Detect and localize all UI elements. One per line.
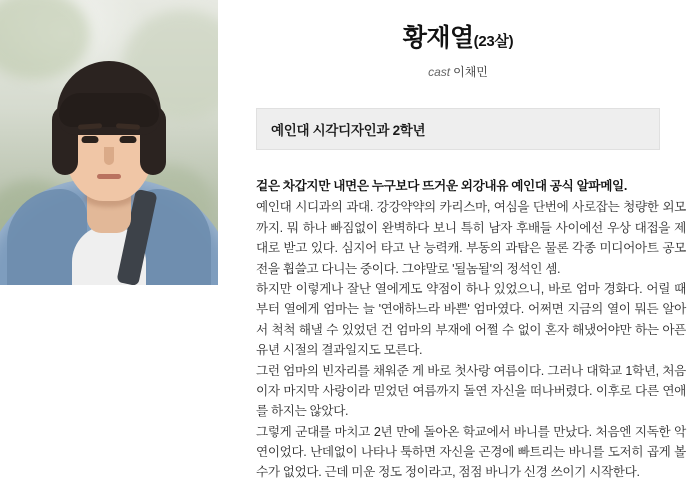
- nose: [104, 147, 114, 165]
- character-details: [232, 0, 700, 480]
- character-biography: [256, 176, 686, 483]
- biography-paragraph: 그런 엄마의 빈자리를 채워준 게 바로 첫사랑 여름이다. 그러나 대학교 1학년, 처음이자 마지막 사랑이라 믿었던 여름까지 돌연 자신을 떠나버렸다. 이후로 다른 연애를 하지는 않았다.: [256, 363, 686, 419]
- biography-paragraph: 그렇게 군대를 마치고 2년 만에 돌아온 학교에서 바니를 만났다. 처음엔 지독한 악연이었다. 난데없이 나타나 툭하면 자신을 곤경에 빠트리는 바니를 도저히 곱게 볼 수가 없었다. 근데 미운 정도 정이라고, 점점 바니가 신경 쓰이기 시작한다.: [256, 424, 686, 480]
- page-title: [232, 18, 684, 54]
- cast-actor-name: 이채민: [453, 65, 488, 79]
- affiliation-text: 예인대 시각디자인과 2학년: [271, 123, 426, 138]
- cast-label: cast: [428, 65, 451, 79]
- eye-right: [120, 136, 137, 143]
- cast-credit: [232, 63, 684, 80]
- portrait-photo: [0, 0, 218, 285]
- biography-paragraph: 하지만 이렇게나 잘난 열에게도 약점이 하나 있었으니, 바로 엄마 경화다. 어릴 때부터 열에게 엄마는 늘 '연애하느라 바쁜' 엄마였다. 어쩌면 지금의 열이 뭐든 알아서 척척 해낼 수 있었던 건 엄마의 부재에 어쩔 수 없이 혼자 해냈어야만 하는 아픈 유년 시절의 결과일지도 모른다.: [256, 281, 686, 358]
- character-portrait: [0, 0, 218, 285]
- eye-left: [82, 136, 99, 143]
- biography-lead: 겉은 차갑지만 내면은 누구보다 뜨거운 외강내유 예인대 공식 알파메일.: [256, 179, 627, 193]
- character-name: 황재열: [402, 24, 474, 52]
- character-age: (23살): [473, 33, 514, 50]
- portrait-person: [0, 0, 218, 285]
- hair-fringe: [59, 93, 159, 127]
- affiliation-badge: [256, 108, 660, 150]
- mouth: [97, 174, 121, 179]
- biography-paragraph: 예인대 시디과의 과대. 강강약약의 카리스마, 여심을 단번에 사로잡는 청량한 외모까지. 뭐 하나 빠짐없이 완벽하다 보니 특히 남자 후배들 사이에선 우상 대접을 제대로 받고 있다. 심지어 타고 난 능력캐. 부동의 과탑은 물론 각종 미디어아트 공모전을 휩쓸고 다니는 중이다. 그야말로 '될놈될'의 정석인 셈.: [256, 200, 686, 276]
